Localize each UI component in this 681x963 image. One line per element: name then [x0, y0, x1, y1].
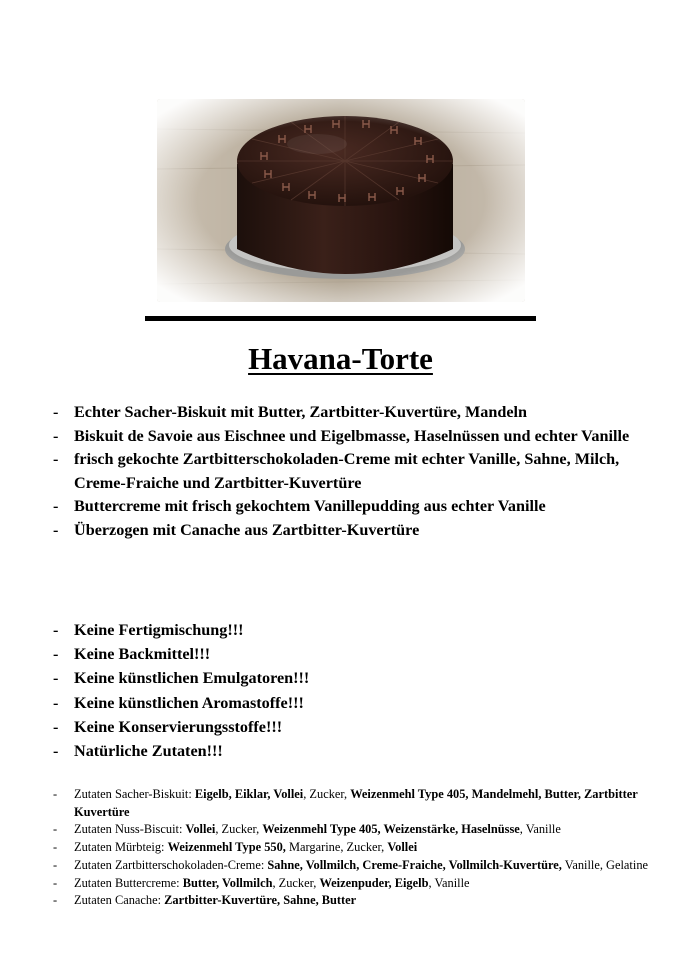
claims-list — [53, 618, 653, 763]
bullet-dash: - — [53, 426, 59, 445]
claim-item: - Keine Fertigmischung!!! — [53, 618, 653, 642]
ingredient-label: Zutaten Mürbteig: — [74, 840, 165, 855]
bullet-dash: - — [53, 645, 59, 664]
ingredient-bold-text: Weizenmehl Type 405, Mandelmehl, Butter, Zartbitter Kuvertüre — [74, 787, 638, 819]
bullet-dash: - — [53, 669, 59, 688]
ingredient-label: Zutaten Buttercreme: — [74, 875, 180, 890]
bullet-dash: - — [53, 742, 59, 761]
page-title: Havana-Torte — [248, 341, 433, 376]
cake-image — [157, 99, 525, 302]
claim-item: - Keine künstlichen Emulgatoren!!! — [53, 666, 653, 690]
ingredient-label: Zutaten Canache: — [74, 893, 162, 908]
ingredient-item — [53, 875, 653, 893]
ingredients-list — [53, 786, 653, 910]
feature-list — [53, 401, 653, 542]
ingredient-item — [53, 892, 653, 910]
claim-item: - Natürliche Zutaten!!! — [53, 739, 653, 763]
claim-item: - Keine künstlichen Aromastoffe!!! — [53, 691, 653, 715]
ingredient-label: Zutaten Zartbitterschokoladen-Creme: — [74, 857, 265, 872]
ingredient-text: , Vanille — [428, 875, 470, 890]
bullet-dash: - — [53, 840, 58, 855]
ingredient-label: Zutaten Nuss-Biscuit: — [74, 822, 183, 837]
feature-item: - Überzogen mit Canache aus Zartbitter-Kuvertüre — [53, 519, 653, 543]
feature-item: - frisch gekochte Zartbitterschokoladen-Creme mit echter Vanille, Sahne, Milch, Creme-Fraiche und Zartbitter-Kuvertüre — [53, 450, 620, 492]
ingredient-text: Vanille, Gelatine — [561, 857, 649, 872]
ingredient-bold-text: Zartbitter-Kuvertüre, Sahne, Butter — [164, 893, 357, 908]
ingredient-text: , Zucker, — [272, 875, 320, 890]
ingredient-item — [53, 786, 653, 821]
ingredient-text: , Vanille — [519, 822, 561, 837]
bullet-dash: - — [53, 497, 59, 515]
bullet-dash: - — [53, 403, 59, 421]
ingredient-item — [53, 839, 653, 857]
ingredient-bold-text: Vollei — [185, 822, 216, 837]
horizontal-rule — [145, 316, 536, 321]
feature-item: - Biskuit de Savoie aus Eischnee und Eigelbmasse, Haselnüssen und echter Vanille — [53, 425, 653, 449]
claim-item: - Keine Konservierungsstoffe!!! — [53, 715, 653, 739]
claim-item: - Keine Backmittel!!! — [53, 642, 653, 666]
ingredient-item — [53, 857, 653, 875]
bullet-dash: - — [53, 875, 58, 890]
bullet-dash: - — [53, 857, 58, 872]
ingredient-text: , Zucker, — [303, 787, 351, 801]
ingredient-bold-text: Vollei — [387, 840, 418, 855]
ingredient-bold-text: Butter, Vollmilch — [182, 875, 273, 890]
feature-item: - Buttercreme mit frisch gekochtem Vanillepudding aus echter Vanille — [53, 495, 653, 519]
ingredient-text: Margarine, Zucker, — [285, 840, 388, 855]
feature-item: - Echter Sacher-Biskuit mit Butter, Zartbitter-Kuvertüre, Mandeln — [53, 401, 653, 425]
ingredient-text: , Zucker, — [215, 822, 263, 837]
ingredient-item — [53, 821, 653, 839]
bullet-dash: - — [53, 717, 59, 736]
ingredient-bold-text: Eigelb, Eiklar, Vollei — [194, 787, 304, 801]
ingredient-bold-text: Weizenmehl Type 405, Weizenstärke, Haselnüsse — [262, 822, 520, 837]
ingredient-bold-text: Weizenmehl Type 550, — [167, 840, 286, 855]
ingredient-label: Zutaten Sacher-Biskuit: — [74, 787, 192, 801]
bullet-dash: - — [53, 520, 59, 539]
bullet-dash: - — [53, 450, 59, 468]
ingredient-bold-text: Sahne, Vollmilch, Creme-Fraiche, Vollmilch-Kuvertüre, — [267, 857, 562, 872]
bullet-dash: - — [53, 822, 58, 837]
bullet-dash: - — [53, 893, 58, 908]
ingredient-bold-text: Weizenpuder, Eigelb — [319, 875, 429, 890]
bullet-dash: - — [53, 621, 59, 639]
bullet-dash: - — [53, 787, 58, 801]
bullet-dash: - — [53, 693, 59, 712]
cake-photo — [157, 99, 525, 302]
